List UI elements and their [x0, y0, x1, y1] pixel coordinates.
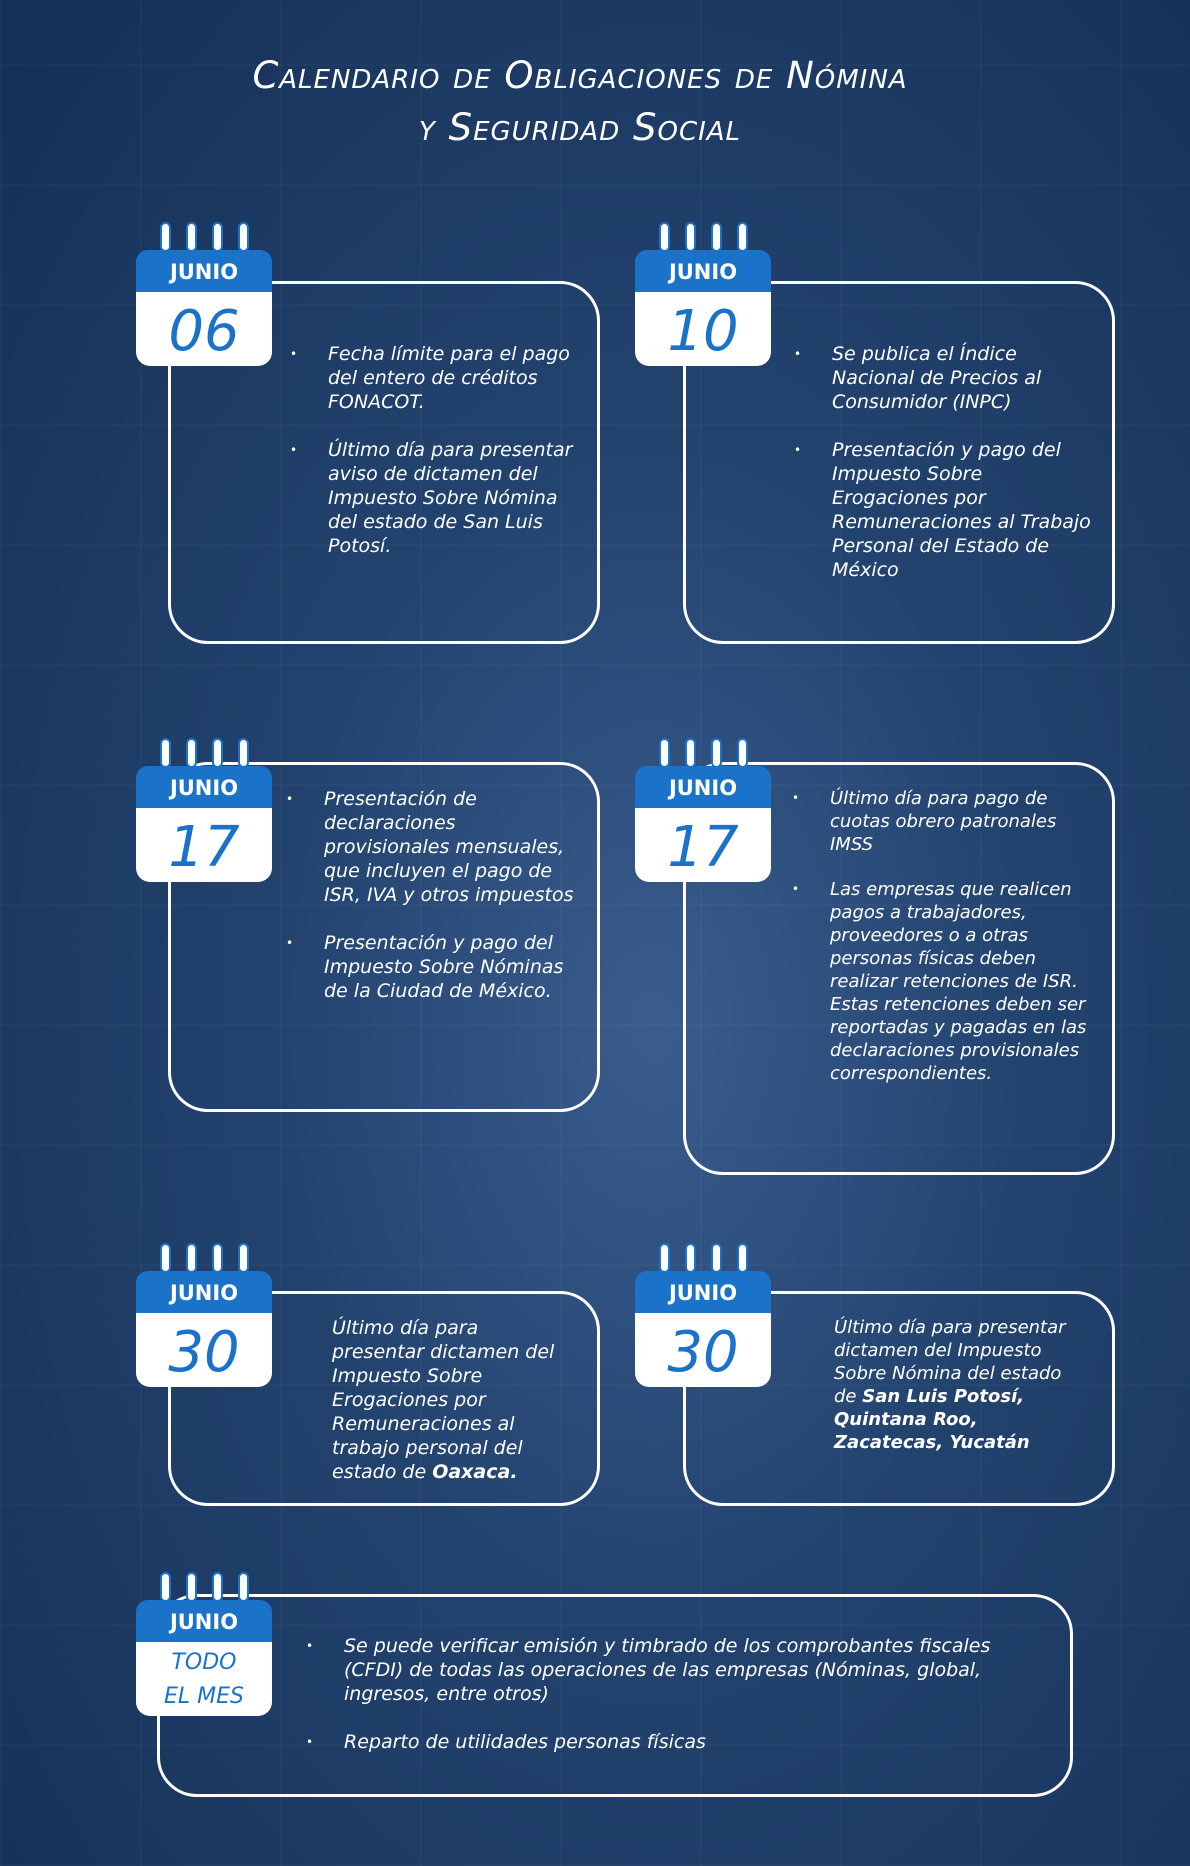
calendar-month: JUNIO [136, 250, 272, 292]
calendar-month: JUNIO [136, 1271, 272, 1313]
card-text-body: Último día para presentar dictamen del Impuesto Sobre Erogaciones por Remuneraciones al trabajo personal del estado de [332, 1317, 555, 1483]
calendar-icon [136, 738, 272, 882]
calendar-day: 17 [635, 808, 771, 882]
card-items [290, 342, 580, 582]
card-text-highlight: San Luis Potosí, Quintana Roo, Zacatecas, Yucatán [834, 1386, 1030, 1453]
calendar-day: 30 [136, 1313, 272, 1387]
calendar-icon [136, 222, 272, 366]
list-item: • Presentación y pago del Impuesto Sobre Nóminas de la Ciudad de México. [286, 931, 576, 1003]
calendar-month: JUNIO [635, 766, 771, 808]
card-items [306, 1634, 1046, 1778]
card-items [286, 787, 576, 1027]
list-item: • Se publica el Índice Nacional de Precios al Consumidor (INPC) [794, 342, 1094, 414]
card-items [792, 787, 1092, 1107]
list-item: • Reparto de utilidades personas físicas [306, 1730, 1046, 1754]
calendar-day: 17 [136, 808, 272, 882]
calendar-icon [635, 738, 771, 882]
card-text [834, 1316, 1066, 1454]
calendar-month: JUNIO [635, 250, 771, 292]
list-item: • Último día para pago de cuotas obrero patronales IMSS [792, 787, 1092, 856]
calendar-month: JUNIO [635, 1271, 771, 1313]
calendar-icon [635, 1243, 771, 1387]
card-items [794, 342, 1094, 606]
calendar-icon [136, 1572, 272, 1716]
list-item: • Presentación de declaraciones provisionales mensuales, que incluyen el pago de ISR, IVA y otros impuestos [286, 787, 576, 907]
calendar-day: 06 [136, 292, 272, 366]
calendar-day [136, 1642, 272, 1716]
list-item: • Las empresas que realicen pagos a trabajadores, proveedores o a otras personas físicas deben realizar retenciones de ISR. Estas retenciones deben ser reportadas y pagadas en las declaraciones provisionales correspondientes. [792, 878, 1092, 1085]
calendar-icon [136, 1243, 272, 1387]
calendar-day-line-1: TODO [171, 1650, 237, 1675]
card-text-highlight: Oaxaca. [432, 1461, 518, 1483]
calendar-day-line-2: EL MES [164, 1684, 244, 1709]
list-item: • Fecha límite para el pago del entero de créditos FONACOT. [290, 342, 580, 414]
title-line-2: y Seguridad Social [418, 106, 742, 149]
calendar-day: 30 [635, 1313, 771, 1387]
list-item: • Se puede verificar emisión y timbrado de los comprobantes fiscales (CFDI) de todas las operaciones de las empresas (Nóminas, global, ingresos, entre otros) [306, 1634, 1046, 1706]
calendar-icon [635, 222, 771, 366]
title-line-1: Calendario de Obligaciones de Nómina [252, 54, 908, 97]
calendar-day: 10 [635, 292, 771, 366]
list-item: • Presentación y pago del Impuesto Sobre Erogaciones por Remuneraciones al Trabajo Personal del Estado de México [794, 438, 1094, 582]
card-text [332, 1316, 572, 1484]
calendar-month: JUNIO [136, 1600, 272, 1642]
page-title [0, 50, 1160, 154]
list-item: • Último día para presentar aviso de dictamen del Impuesto Sobre Nómina del estado de San Luis Potosí. [290, 438, 580, 558]
card-text-body: Último día para presentar dictamen del Impuesto Sobre Nómina del estado de [834, 1317, 1066, 1407]
calendar-month: JUNIO [136, 766, 272, 808]
